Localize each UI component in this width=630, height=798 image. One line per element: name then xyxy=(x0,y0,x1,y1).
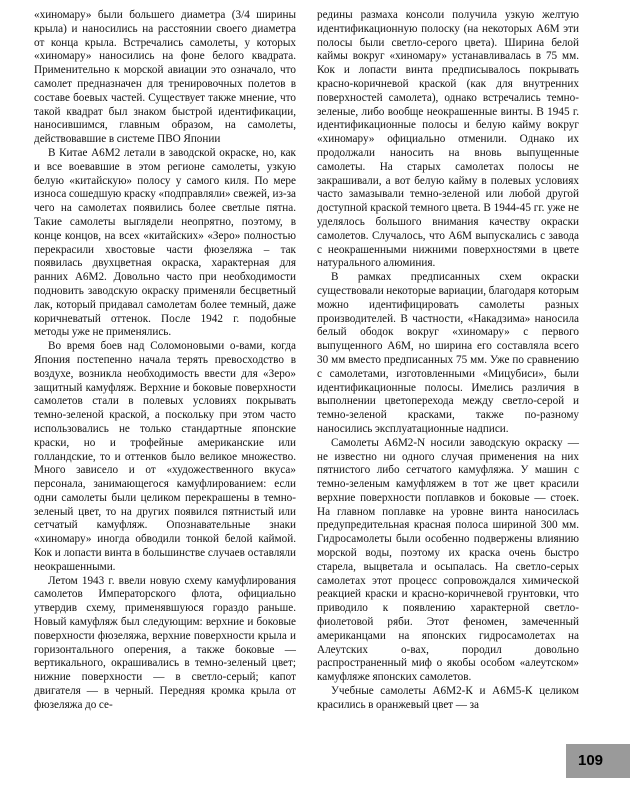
paragraph: Летом 1943 г. ввели новую схему камуфлирования самолетов Императорского флота, официально утвердив схему, применявшуюся гораздо раньше. Новый камуфляж был следующим: верхние и боковые поверхности фюзеляжа, верхние поверхности крыла и горизонтального оперения, а также боковые — вертикального, окрашивались в темно-зеленый цвет; нижние поверхности — в светло-серый; капот двигателя — в черный. Передняя кромка крыла от фюзеляжа до се- xyxy=(34,574,296,711)
paragraph: «хиномару» были большего диаметра (3/4 ширины крыла) и наносились на расстоянии своего диаметра от конца крыла. Встречались самолеты, у которых «хиномару» наносились на фоне белого квадрата. Применительно к морской авиации это означало, что самолет предназначен для тренировочных полетов в составе боевых частей. Существует также мнение, что такой квадрат был знаком быстрой идентификации, наносившимся, главным образом, на самолеты, действовавшие в системе ПВО Японии xyxy=(34,9,296,146)
paragraph: редины размаха консоли получила узкую желтую идентификационную полоску (на некоторых А6М эти полосы были светло-серого цвета). Ширина белой каймы вокруг «хиномару» устанавливалась в 75 мм. Кок и лопасти винта предписывалось покрывать красно-коричневой краской (как для внутренних поверхностей самолета), однако встречались темно-зеленые, либо вообще неокрашенные винты. В 1945 г. идентификационные полосы и белую кайму вокруг «хиномару» официально отменили. Однако их продолжали наносить на вновь выпущенные самолеты. На старых самолетах полосы не закрашивали, а вот белую кайму в полевых условиях часто замазывали темно-зеленой или любой другой доступной краской темного цвета. В 1944-45 гг. уже не уделялось большого внимания качеству окраски самолетов. Случалось, что А6М выпускались с завода с неокрашенными нижними поверхностями в цвете натурального алюминия. xyxy=(317,9,579,270)
paragraph: Учебные самолеты А6М2-К и А6М5-К целиком красились в оранжевый цвет — за xyxy=(317,685,579,711)
paragraph: В Китае А6М2 летали в заводской окраске, но, как и все воевавшие в этом регионе самолеты, узкую белую «китайскую» полосу у самого киля. По мере износа сошедшую краску «подправляли» свежей, из-за чего на самолетах появились более светлые пятна. Такие самолеты выглядели неопрятно, поэтому, в конце концов, на всех «китайских» «Зеро» полностью перекрасили хвостовые части фюзеляжа – так появилась двухцветная окраска, характерная для ранних А6М2. Довольно часто при необходимости подновить заводскую окраску применяли бесцветный лак, который придавал самолетам более темный, даже коричневатый оттенок. После 1942 г. подобные методы уже не применялись. xyxy=(34,146,296,339)
paragraph: Во время боев над Соломоновыми о-вами, когда Япония постепенно начала терять превосходство в воздухе, возникла необходимость ввести для «Зеро» защитный камуфляж. Верхние и боковые поверхности самолетов стали в полевых условиях покрывать темно-зеленой краской, а поскольку при этом часто использовались не только стандартные японские краски, но и трофейные американские или голландские, то и оттенков было великое множество. Много зависело и от «художественного вкуса» персонала, занимающегося камуфлированием: если одни самолеты были целиком перекрашены в темно-зеленый цвет, то на других появился пятнистый или сетчатый камуфляж. Опознавательные знаки «хиномару» иногда обводили тонкой белой каймой. Кок и лопасти винта в большинстве случаев оставляли неокрашенными. xyxy=(34,340,296,573)
page-number: 109 xyxy=(566,744,630,778)
left-text-column xyxy=(34,9,296,713)
paragraph: Самолеты А6М2-N носили заводскую окраску — не известно ни одного случая применения на них пятнистого либо сетчатого камуфляжа. У машин с темно-зеленым камуфляжем в тот же цвет красили верхние поверхности поплавков и боковые — стоек. На главном поплавке на уровне винта наносилась предупредительная красная полоса шириной 300 мм. Гидросамолеты были особенно подвержены влиянию морской воды, поэтому их краска очень быстро старела, выцветала и осыпалась. На светло-серых самолетах этот процесс сопровождался химической реакцией краски и красно-коричневой грунтовки, что приводило к появлению характерной светло-фиолетовой ряби. Этот феномен, замеченный американцами на японских гидросамолетах на Алеутских о-вах, породил довольно распространенный миф о якобы особом «алеутском» камуфляже японских самолетов. xyxy=(317,436,579,684)
right-text-column xyxy=(317,9,579,713)
paragraph: В рамках предписанных схем окраски существовали некоторые вариации, благодаря которым можно идентифицировать самолеты разных производителей. В частности, «Накадзима» наносила белый ободок вокруг «хиномару» с первого выпущенного А6М, но ширина его составляла всего 30 мм вместо предписанных 75 мм. Уже по сравнению с самолетами, изготовленными «Мицубиси», были идентификационные полосы. Имелись различия в выполнении цветопереходa между светло-серой и темно-зеленой красками, также по-разному наносились эксплуатационные надписи. xyxy=(317,271,579,435)
